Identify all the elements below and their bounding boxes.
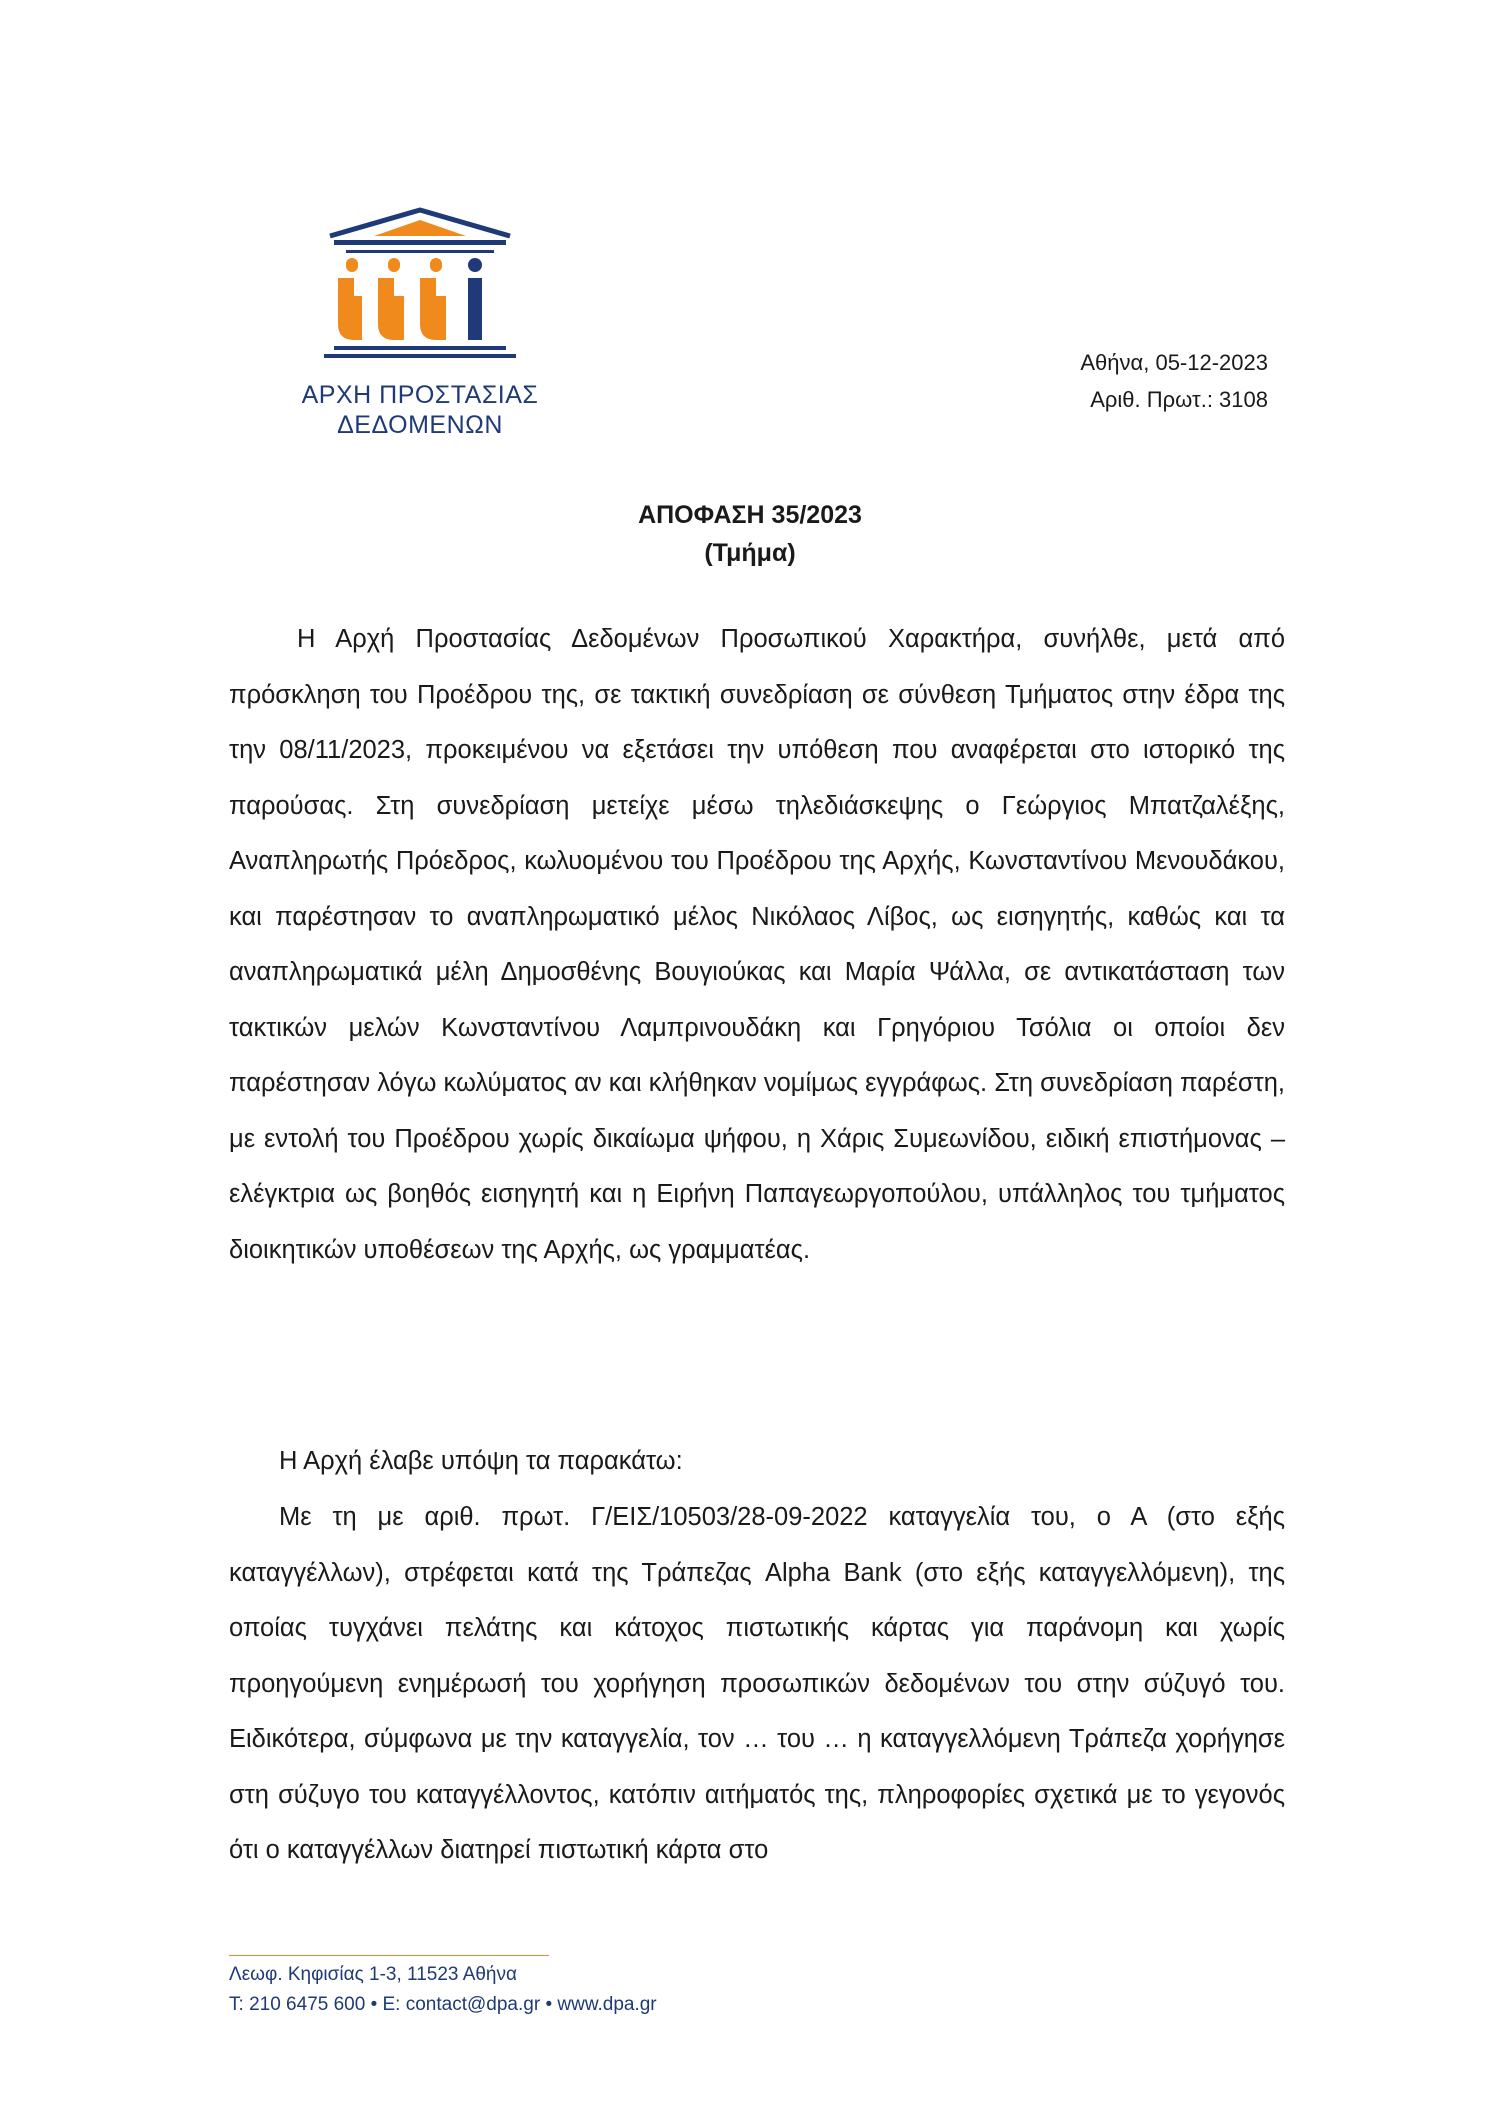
paragraph-considered: Η Αρχή έλαβε υπόψη τα παρακάτω: (279, 1447, 683, 1475)
document-date: Αθήνα, 05-12-2023 (1080, 350, 1268, 375)
footer-address: Λεωφ. Κηφισίας 1-3, 11523 Αθήνα (229, 1964, 517, 1985)
paragraph-complaint (229, 1490, 1285, 1879)
decision-section: (Τμήμα) (704, 539, 796, 567)
paragraph-composition (229, 612, 1285, 1278)
decision-number: ΑΠΟΦΑΣΗ 35/2023 (638, 501, 862, 529)
footer-contact: Τ: 210 6475 600 • E: contact@dpa.gr • www.dpa.gr (229, 1994, 657, 2015)
decision-title (0, 496, 1500, 572)
paragraph-text: Με τη με αριθ. πρωτ. Γ/ΕΙΣ/10503/28-09-2022 καταγγελία του, ο Α (στο εξής καταγγέλλων), στρέφεται κατά της Τράπεζας Alpha Bank (στο εξής καταγγελλόμενη), της οποίας τυγχάνει πελάτης και κάτοχος πιστωτικής κάρτας για παράνομη και χωρίς προηγούμενη ενημέρωσή του χορήγηση προσωπικών δεδομένων του στην σύζυγό του. Ειδικότερα, σύμφωνα με την καταγγελία, τον … του … η καταγγελλόμενη Τράπεζα χορήγησε στη σύζυγο του καταγγέλλοντος, κατόπιν αιτήματός της, πληροφορίες σχετικά με το γεγονός ότι ο καταγγέλλων διατηρεί πιστωτική κάρτα στο (229, 1503, 1285, 1864)
logo-text-line2: ΔΕΔΟΜΕΝΩΝ (337, 411, 503, 439)
document-meta (1080, 344, 1268, 418)
logo-text-line1: ΑΡΧΗ ΠΡΟΣΤΑΣΙΑΣ (301, 381, 539, 409)
protocol-number: Αριθ. Πρωτ.: 3108 (1090, 387, 1268, 412)
page-footer (229, 1960, 657, 2020)
authority-logo (290, 206, 550, 438)
footer-divider (229, 1955, 549, 1956)
paragraph-text: Η Αρχή Προστασίας Δεδομένων Προσωπικού Χαρακτήρα, συνήλθε, μετά από πρόσκληση του Προέδρου της, σε τακτική συνεδρίαση σε σύνθεση Τμήματος στην έδρα της την 08/11/2023, προκειμένου να εξετάσει την υπόθεση που αναφέρεται στο ιστορικό της παρούσας. Στη συνεδρίαση μετείχε μέσω τηλεδιάσκεψης ο Γεώργιος Μπατζαλέξης, Αναπληρωτής Πρόεδρος, κωλυομένου του Προέδρου της Αρχής, Κωνσταντίνου Μενουδάκου, και παρέστησαν το αναπληρωματικό μέλος Νικόλαος Λίβος, ως εισηγητής, καθώς και τα αναπληρωματικά μέλη Δημοσθένης Βουγιούκας και Μαρία Ψάλλα, σε αντικατάσταση των τακτικών μελών Κωνσταντίνου Λαμπρινουδάκη και Γρηγόριου Τσόλια οι οποίοι δεν παρέστησαν λόγω κωλύματος αν και κλήθηκαν νομίμως εγγράφως. Στη συνεδρίαση παρέστη, με εντολή του Προέδρου χωρίς δικαίωμα ψήφου, η Χάρις Συμεωνίδου, ειδική επιστήμονας – ελέγκτρια ως βοηθός εισηγητή και η Ειρήνη Παπαγεωργοπούλου, υπάλληλος του τμήματος διοικητικών υποθέσεων της Αρχής, ως γραμματέας. (229, 625, 1285, 1264)
temple-logo-icon (316, 206, 524, 378)
